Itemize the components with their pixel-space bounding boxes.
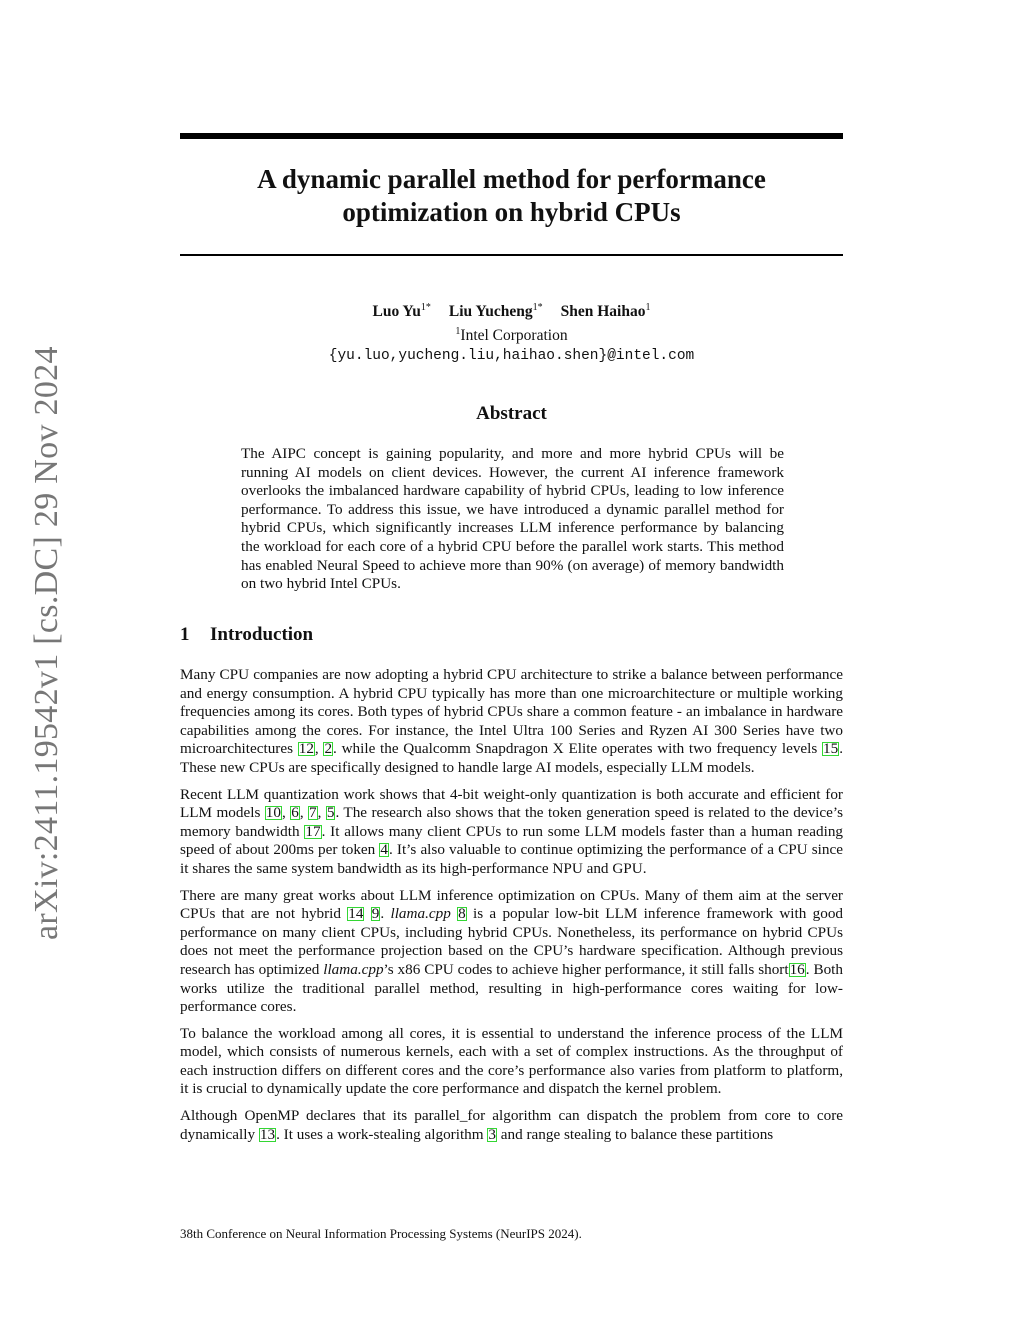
- citation-link[interactable]: 15: [823, 740, 839, 758]
- section-title: Introduction: [210, 624, 314, 645]
- arxiv-sidebar-stamp: arXiv:2411.19542v1 [cs.DC] 29 Nov 2024: [28, 346, 65, 940]
- section-number: 1: [180, 624, 190, 645]
- citation-link[interactable]: 16: [789, 960, 805, 978]
- citation-link[interactable]: 17: [305, 822, 321, 840]
- affiliation-name: Intel Corporation: [460, 327, 568, 345]
- citation-link[interactable]: 2: [324, 740, 333, 758]
- section-heading-introduction: [180, 624, 313, 646]
- paragraph: Although OpenMP declares that its parallel_for algorithm can dispatch the problem from core to core dynamically 13. It uses a work-stealing algorithm 3 and range stealing to balance these partitions: [180, 1107, 843, 1143]
- paragraph: To balance the workload among all cores, it is essential to understand the inference process of the LLM model, which consists of numerous kernels, each with a set of complex instructions. As the throughput of each instruction differs on different cores and the core’s performance also varies from platform to platform, it is crucial to dynamically update the core performance and dispatch the kernel problem.: [180, 1024, 843, 1098]
- citation-link[interactable]: 3: [488, 1125, 496, 1143]
- citation-link[interactable]: 7: [309, 804, 317, 822]
- citation-link[interactable]: 8: [458, 905, 466, 923]
- conference-footnote: 38th Conference on Neural Information Processing Systems (NeurIPS 2024).: [180, 1226, 582, 1241]
- paper-title: [180, 163, 843, 229]
- affiliation-sup: 1: [455, 326, 461, 338]
- author-emails: {yu.luo,yucheng.liu,haihao.shen}@intel.com: [328, 348, 695, 365]
- title-bottom-rule: [180, 254, 843, 256]
- title-line-1: A dynamic parallel method for performance: [257, 164, 766, 194]
- author-name: Shen Haihao: [560, 303, 646, 321]
- citation-link[interactable]: 12: [298, 740, 314, 758]
- author-sup: 1*: [532, 302, 543, 313]
- author-name: Liu Yucheng: [448, 303, 533, 321]
- citation-link[interactable]: 14: [348, 905, 364, 923]
- author-sup: 1*: [420, 302, 431, 313]
- title-top-rule: [180, 133, 843, 139]
- abstract-heading: Abstract: [476, 403, 547, 424]
- abstract-text: The AIPC concept is gaining popularity, and more and more hybrid CPUs will be running AI models on client devices. However, the current AI inference framework overlooks the imbalanced hardware capability of hybrid CPUs, leading to low inference performance. To address this issue, we have introduced a dynamic parallel method for hybrid CPUs, which significantly increases LLM inference performance by balancing the workload for each core of a hybrid CPU before the parallel work starts. This method has enabled Neural Speed to achieve more than 90% (on average) of memory bandwidth on two hybrid Intel CPUs.: [241, 445, 784, 593]
- math-term: llama.cpp: [323, 960, 384, 978]
- paragraph: Many CPU companies are now adopting a hybrid CPU architecture to strike a balance between performance and energy consumption. A hybrid CPU typically has more than one microarchitecture or multiple working frequencies among its cores. Both types of hybrid CPUs share a common feature - an imbalance in hardware capabilities among the cores. For instance, the Intel Ultra 100 Series and Ryzen AI 300 Series have two microarchitectures 12, 2. while the Qualcomm Snapdragon X Elite operates with two frequency levels 15. These new CPUs are specifically designed to handle large AI models, especially LLM models.: [180, 666, 843, 776]
- paragraph: There are many great works about LLM inference optimization on CPUs. Many of them aim at the server CPUs that are not hybrid 14 9. llama.cpp 8 is a popular low-bit LLM inference framework with good performance on many client CPUs, including hybrid CPUs. Nonetheless, its performance on hybrid CPUs does not meet the performance projection based on the CPU’s hardware specification. Although previous research has optimized llama.cpp’s x86 CPU codes to achieve higher performance, it still falls short16. Both works utilize the traditional parallel method, resulting in high-performance cores waiting for low-performance cores.: [180, 886, 844, 1016]
- affiliation: [180, 322, 843, 346]
- title-line-2: optimization on hybrid CPUs: [342, 197, 681, 227]
- citation-link[interactable]: 6: [291, 804, 299, 822]
- author-list: [180, 298, 843, 322]
- author-block: [180, 298, 843, 366]
- author-sup: 1: [645, 302, 651, 313]
- citation-link[interactable]: 9: [371, 905, 380, 923]
- citation-link[interactable]: 13: [259, 1125, 276, 1143]
- citation-link[interactable]: 4: [380, 841, 388, 859]
- author-name: Luo Yu: [372, 303, 421, 321]
- citation-link[interactable]: 5: [326, 804, 335, 822]
- math-term: llama.cpp: [390, 905, 451, 923]
- citation-link[interactable]: 10: [265, 804, 281, 822]
- introduction-body: [180, 666, 843, 1152]
- paragraph: Recent LLM quantization work shows that 4-bit weight-only quantization is both accurate and efficient for LLM models 10, 6, 7, 5. The research also shows that the token generation speed is related to the device’s memory bandwidth 17. It allows many client CPUs to run some LLM models faster than a human reading speed of about 200ms per token 4. It’s also valuable to continue optimizing the performance of a CPU since it shares the same system bandwidth as its high-performance NPU and GPU.: [180, 785, 844, 877]
